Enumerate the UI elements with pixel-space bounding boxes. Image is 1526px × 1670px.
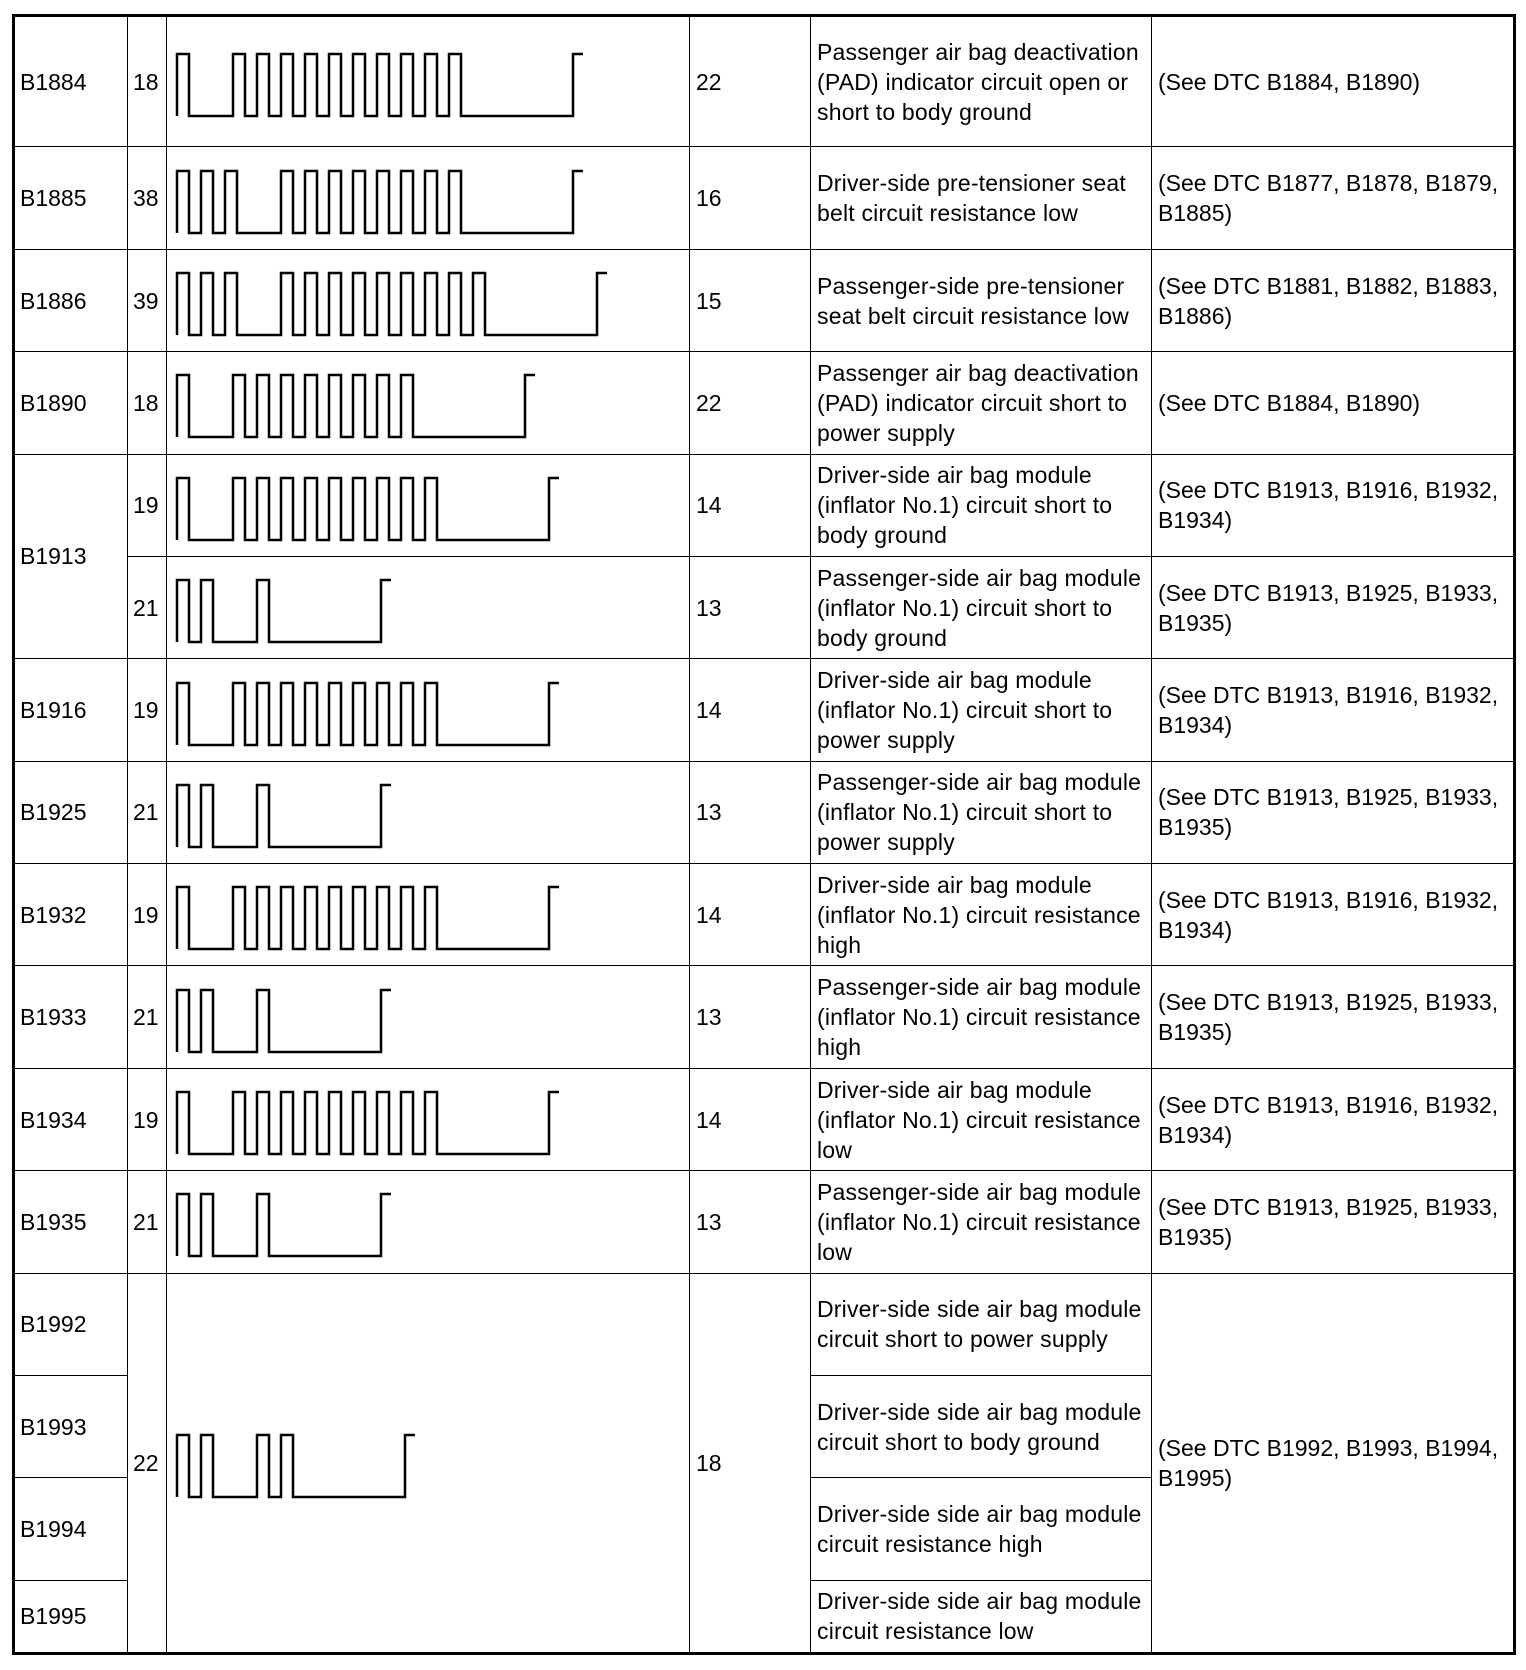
- dtc-code: B1885: [14, 147, 128, 249]
- table-row: [14, 966, 1515, 1068]
- table-row: [14, 249, 1515, 351]
- dtc-code: B1934: [14, 1068, 128, 1170]
- dtc-code: B1886: [14, 249, 128, 351]
- table-row: [14, 1273, 1515, 1375]
- table-row: [14, 864, 1515, 966]
- malfunction-description: Driver-side side air bag module circuit resistance high: [811, 1478, 1152, 1580]
- table-row: [14, 454, 1515, 556]
- table-row: [14, 1068, 1515, 1170]
- mil-count: 14: [690, 454, 811, 556]
- waveform-line: [177, 171, 583, 233]
- mil-count: 15: [690, 249, 811, 351]
- malfunction-description: Passenger-side air bag module (inflator No.1) circuit short to body ground: [811, 556, 1152, 658]
- reference-text: (See DTC B1913, B1925, B1933, B1935): [1152, 761, 1515, 863]
- flash-code: 19: [128, 659, 167, 761]
- flash-waveform: [167, 454, 690, 556]
- waveform-line: [177, 887, 559, 949]
- waveform-graphic: [171, 151, 686, 246]
- flash-code: 22: [128, 1273, 167, 1653]
- waveform-graphic: [171, 663, 686, 758]
- flash-waveform: [167, 16, 690, 147]
- reference-text: (See DTC B1913, B1916, B1932, B1934): [1152, 659, 1515, 761]
- flash-code: 21: [128, 1171, 167, 1273]
- flash-code: 21: [128, 966, 167, 1068]
- dtc-code: B1995: [14, 1580, 128, 1653]
- flash-waveform: [167, 761, 690, 863]
- mil-count: 13: [690, 556, 811, 658]
- reference-text: (See DTC B1913, B1916, B1932, B1934): [1152, 864, 1515, 966]
- malfunction-description: Driver-side side air bag module circuit short to power supply: [811, 1273, 1152, 1375]
- flash-waveform: [167, 1068, 690, 1170]
- mil-count: 13: [690, 1171, 811, 1273]
- reference-text: (See DTC B1913, B1925, B1933, B1935): [1152, 556, 1515, 658]
- waveform-line: [177, 478, 559, 540]
- reference-text: (See DTC B1913, B1925, B1933, B1935): [1152, 1171, 1515, 1273]
- malfunction-description: Driver-side air bag module (inflator No.1) circuit short to power supply: [811, 659, 1152, 761]
- flash-code: 18: [128, 352, 167, 454]
- dtc-code: B1933: [14, 966, 128, 1068]
- waveform-line: [177, 1194, 391, 1256]
- flash-code: 19: [128, 864, 167, 966]
- malfunction-description: Passenger-side pre-tensioner seat belt circuit resistance low: [811, 249, 1152, 351]
- flash-code: 39: [128, 249, 167, 351]
- flash-waveform: [167, 659, 690, 761]
- dtc-code: B1932: [14, 864, 128, 966]
- dtc-code: B1992: [14, 1273, 128, 1375]
- waveform-graphic: [171, 867, 686, 962]
- flash-waveform: [167, 556, 690, 658]
- flash-waveform: [167, 147, 690, 249]
- flash-waveform: [167, 966, 690, 1068]
- dtc-flash-code-table: [12, 14, 1516, 1655]
- flash-code: 21: [128, 556, 167, 658]
- waveform-line: [177, 375, 535, 437]
- mil-count: 22: [690, 352, 811, 454]
- malfunction-description: Passenger-side air bag module (inflator No.1) circuit resistance low: [811, 1171, 1152, 1273]
- table-row: [14, 16, 1515, 147]
- waveform-line: [177, 1435, 415, 1497]
- malfunction-description: Driver-side air bag module (inflator No.1) circuit resistance high: [811, 864, 1152, 966]
- waveform-graphic: [171, 765, 686, 860]
- waveform-graphic: [171, 355, 686, 450]
- mil-count: 13: [690, 966, 811, 1068]
- waveform-line: [177, 580, 391, 642]
- dtc-code: B1993: [14, 1375, 128, 1477]
- waveform-line: [177, 1092, 559, 1154]
- table-row: [14, 352, 1515, 454]
- table-row: [14, 659, 1515, 761]
- flash-waveform: [167, 1273, 690, 1653]
- waveform-line: [177, 54, 583, 116]
- dtc-code: B1916: [14, 659, 128, 761]
- flash-code: 21: [128, 761, 167, 863]
- waveform-line: [177, 683, 559, 745]
- table-row: [14, 1171, 1515, 1273]
- malfunction-description: Driver-side pre-tensioner seat belt circuit resistance low: [811, 147, 1152, 249]
- waveform-line: [177, 785, 391, 847]
- table-row: [14, 761, 1515, 863]
- waveform-graphic: [171, 458, 686, 553]
- malfunction-description: Driver-side side air bag module circuit resistance low: [811, 1580, 1152, 1653]
- mil-count: 14: [690, 1068, 811, 1170]
- flash-code: 18: [128, 16, 167, 147]
- reference-text: (See DTC B1877, B1878, B1879, B1885): [1152, 147, 1515, 249]
- reference-text: (See DTC B1913, B1925, B1933, B1935): [1152, 966, 1515, 1068]
- waveform-graphic: [171, 1072, 686, 1167]
- dtc-code: B1884: [14, 16, 128, 147]
- malfunction-description: Passenger air bag deactivation (PAD) indicator circuit open or short to body ground: [811, 16, 1152, 147]
- reference-text: (See DTC B1884, B1890): [1152, 352, 1515, 454]
- reference-text: (See DTC B1992, B1993, B1994, B1995): [1152, 1273, 1515, 1653]
- malfunction-description: Passenger-side air bag module (inflator No.1) circuit resistance high: [811, 966, 1152, 1068]
- waveform-graphic: [171, 253, 686, 348]
- waveform-graphic: [171, 34, 686, 129]
- waveform-graphic: [171, 1174, 686, 1269]
- waveform-line: [177, 273, 607, 335]
- malfunction-description: Driver-side air bag module (inflator No.1) circuit resistance low: [811, 1068, 1152, 1170]
- table-row: [14, 556, 1515, 658]
- flash-waveform: [167, 249, 690, 351]
- flash-code: 38: [128, 147, 167, 249]
- mil-count: 16: [690, 147, 811, 249]
- waveform-graphic: [171, 1415, 686, 1510]
- flash-code: 19: [128, 1068, 167, 1170]
- mil-count: 22: [690, 16, 811, 147]
- malfunction-description: Passenger-side air bag module (inflator No.1) circuit short to power supply: [811, 761, 1152, 863]
- table-row: [14, 147, 1515, 249]
- flash-waveform: [167, 352, 690, 454]
- reference-text: (See DTC B1881, B1882, B1883, B1886): [1152, 249, 1515, 351]
- malfunction-description: Passenger air bag deactivation (PAD) indicator circuit short to power supply: [811, 352, 1152, 454]
- waveform-graphic: [171, 970, 686, 1065]
- mil-count: 14: [690, 864, 811, 966]
- malfunction-description: Driver-side side air bag module circuit short to body ground: [811, 1375, 1152, 1477]
- waveform-line: [177, 990, 391, 1052]
- flash-waveform: [167, 864, 690, 966]
- dtc-code: B1994: [14, 1478, 128, 1580]
- flash-waveform: [167, 1171, 690, 1273]
- mil-count: 14: [690, 659, 811, 761]
- malfunction-description: Driver-side air bag module (inflator No.1) circuit short to body ground: [811, 454, 1152, 556]
- mil-count: 18: [690, 1273, 811, 1653]
- reference-text: (See DTC B1913, B1916, B1932, B1934): [1152, 1068, 1515, 1170]
- reference-text: (See DTC B1884, B1890): [1152, 16, 1515, 147]
- dtc-code: B1925: [14, 761, 128, 863]
- reference-text: (See DTC B1913, B1916, B1932, B1934): [1152, 454, 1515, 556]
- waveform-graphic: [171, 560, 686, 655]
- dtc-code: B1890: [14, 352, 128, 454]
- mil-count: 13: [690, 761, 811, 863]
- flash-code: 19: [128, 454, 167, 556]
- dtc-code: B1913: [14, 454, 128, 659]
- dtc-code: B1935: [14, 1171, 128, 1273]
